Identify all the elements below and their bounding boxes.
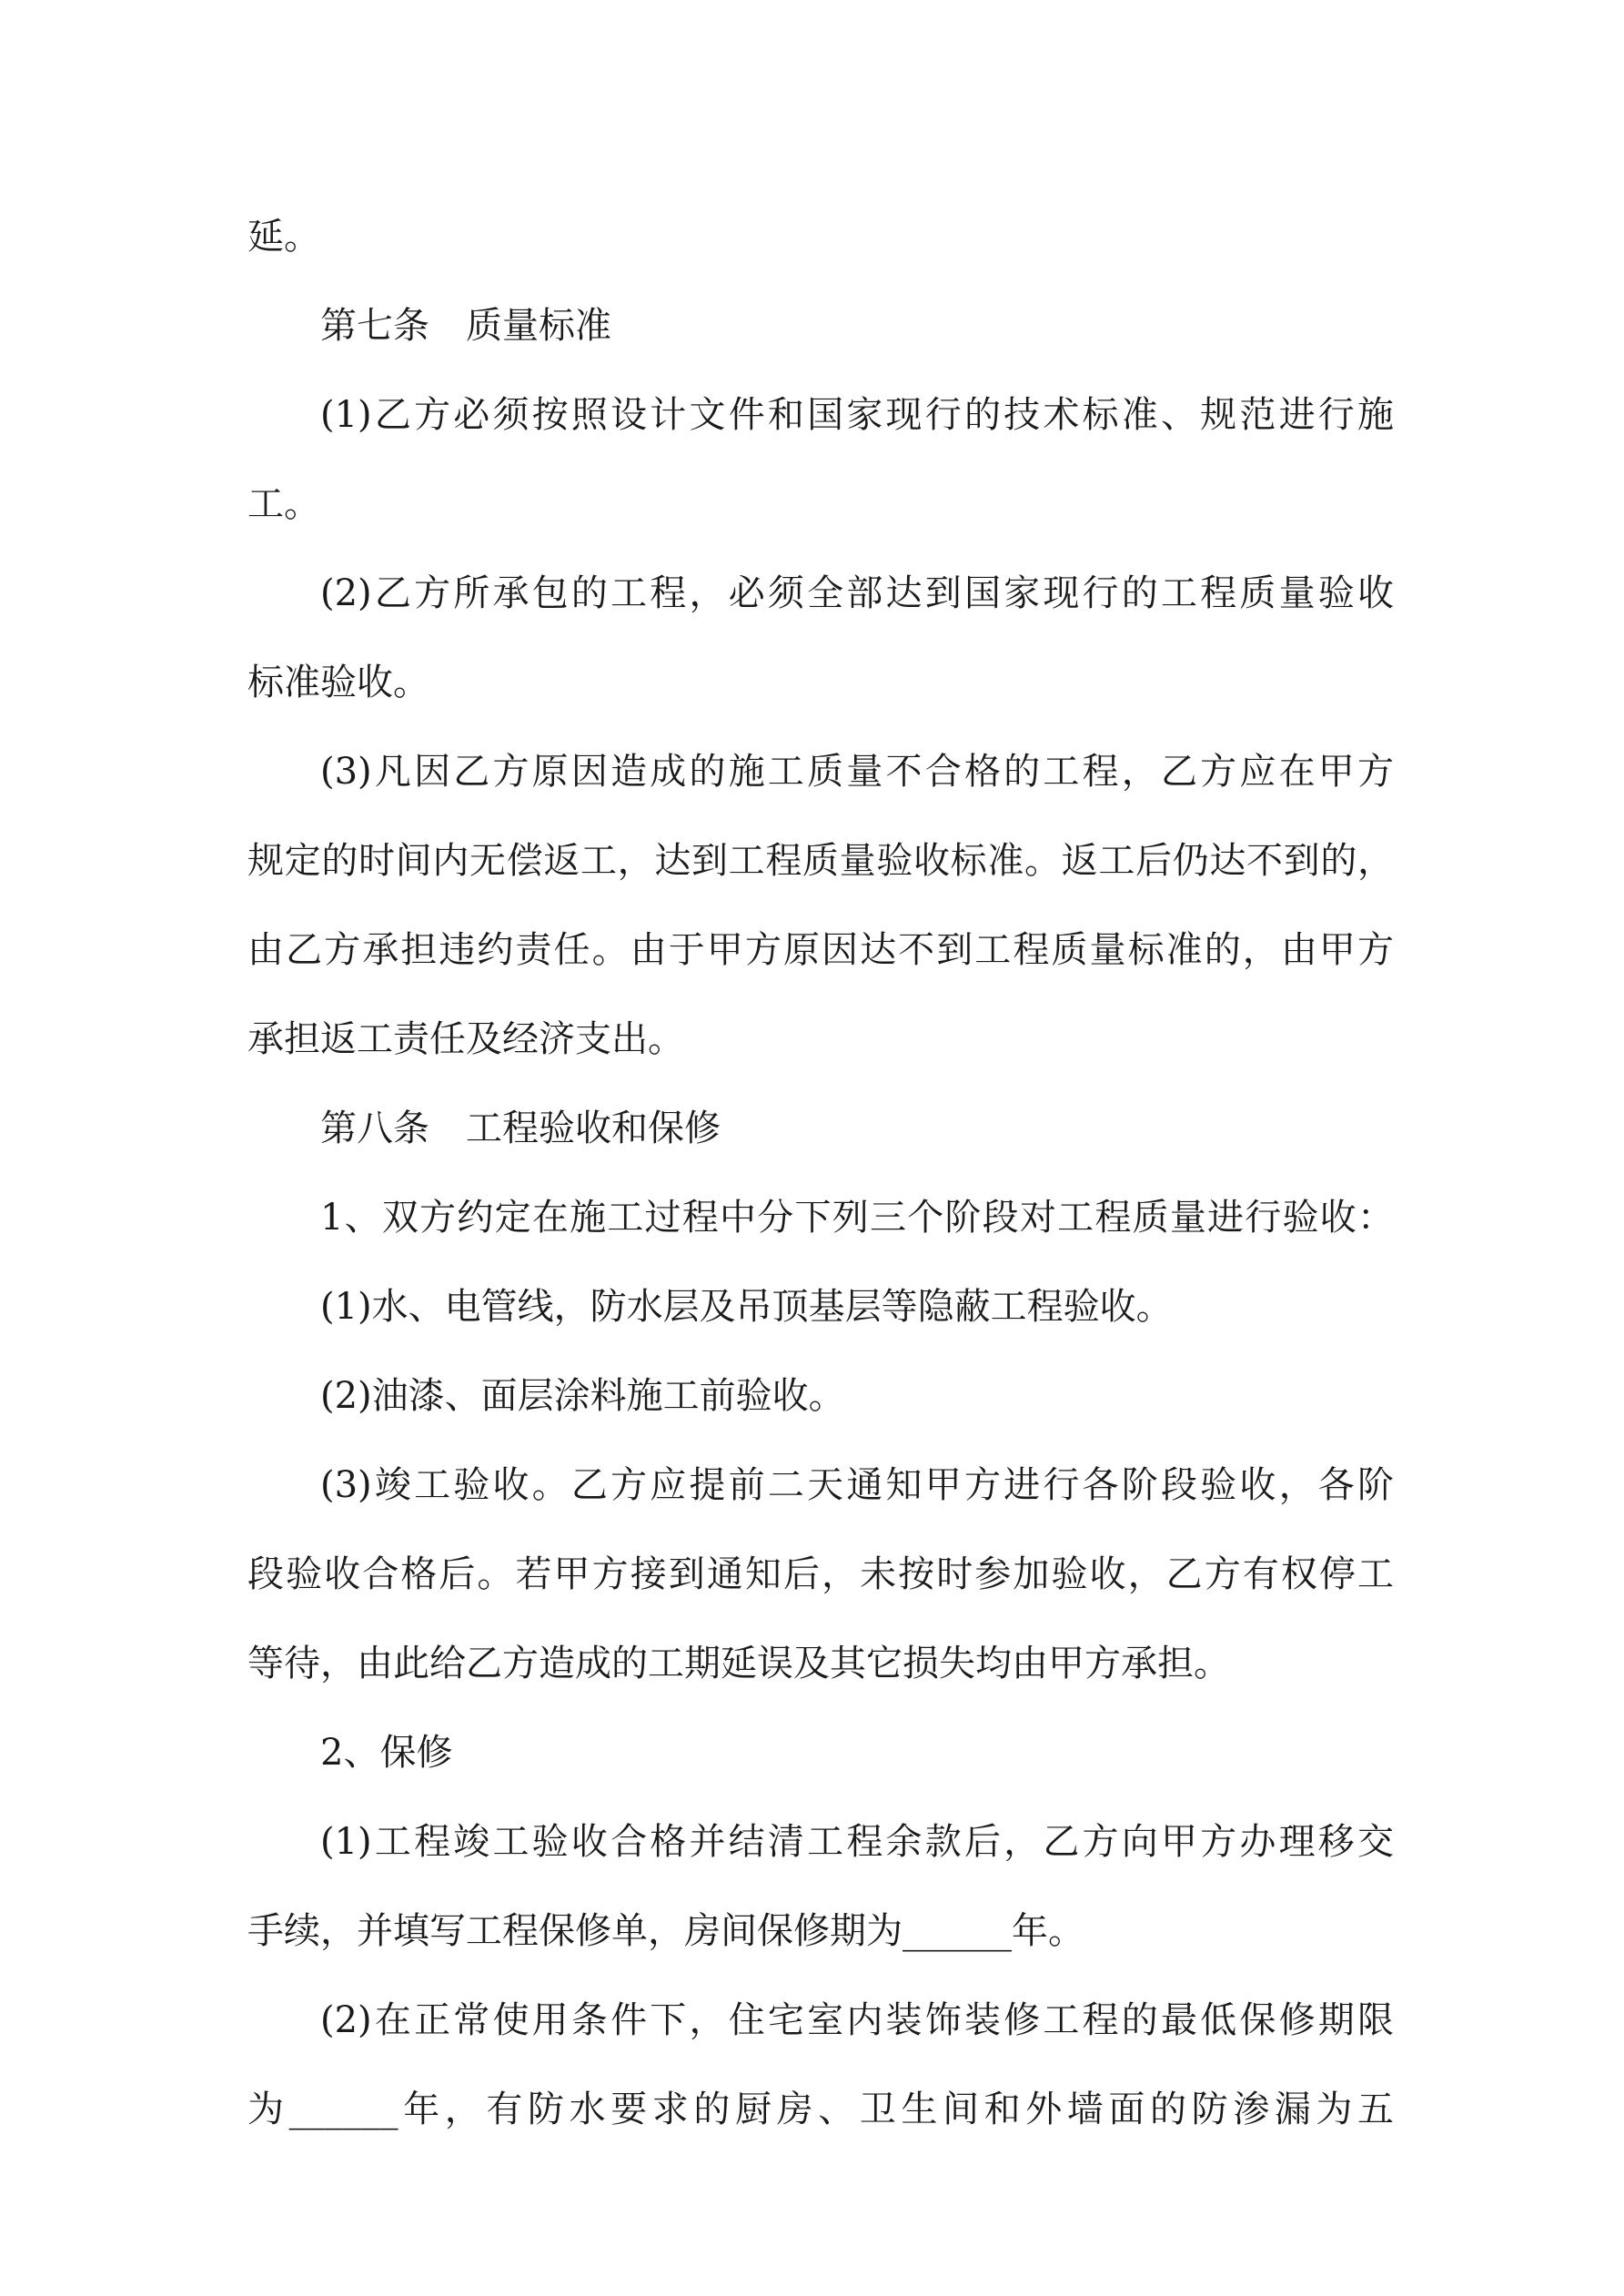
paragraph-line: (2)乙方所承包的工程，必须全部达到国家现行的工程质量验收 [320,572,1394,614]
paragraph-line: (1)水、电管线，防水层及吊顶基层等隐蔽工程验收。 [320,1286,1173,1328]
paragraph-line: 工。 [247,483,320,525]
paragraph-line: 等待，由此给乙方造成的工期延误及其它损失均由甲方承担。 [247,1643,1230,1684]
paragraph-line: (3)竣工验收。乙方应提前二天通知甲方进行各阶段验收，各阶 [320,1464,1394,1506]
paragraph-line: (1)工程竣工验收合格并结清工程余款后，乙方向甲方办理移交 [320,1821,1394,1863]
paragraph-line: (2)油漆、面层涂料施工前验收。 [320,1375,845,1417]
paragraph-line: 规定的时间内无偿返工，达到工程质量验收标准。返工后仍达不到的， [247,840,1394,882]
paragraph-line: 1、双方约定在施工过程中分下列三个阶段对工程质量进行验收： [320,1197,1394,1239]
paragraph-line: (1)乙方必须按照设计文件和国家现行的技术标准、规范进行施 [320,394,1394,436]
article-heading-7: 第七条 质量标准 [320,305,611,347]
paragraph-line: (3)凡因乙方原因造成的施工质量不合格的工程，乙方应在甲方 [320,751,1394,793]
article-heading-8: 第八条 工程验收和保修 [320,1108,721,1149]
section-heading-warranty: 2、保修 [320,1732,453,1774]
paragraph-line: 标准验收。 [247,662,429,703]
paragraph-line: 手续，并填写工程保修单，房间保修期为______年。 [247,1910,1084,1952]
paragraph-line: 为______年，有防水要求的厨房、卫生间和外墙面的防渗漏为五 [247,2089,1394,2130]
paragraph-line: (2)在正常使用条件下，住宅室内装饰装修工程的最低保修期限 [320,1999,1394,2041]
paragraph-line-continuation: 延。 [247,216,320,258]
paragraph-line: 承担返工责任及经济支出。 [247,1018,684,1060]
paragraph-line: 由乙方承担违约责任。由于甲方原因达不到工程质量标准的，由甲方 [247,929,1394,971]
paragraph-line: 段验收合格后。若甲方接到通知后，未按时参加验收，乙方有权停工 [247,1553,1394,1595]
